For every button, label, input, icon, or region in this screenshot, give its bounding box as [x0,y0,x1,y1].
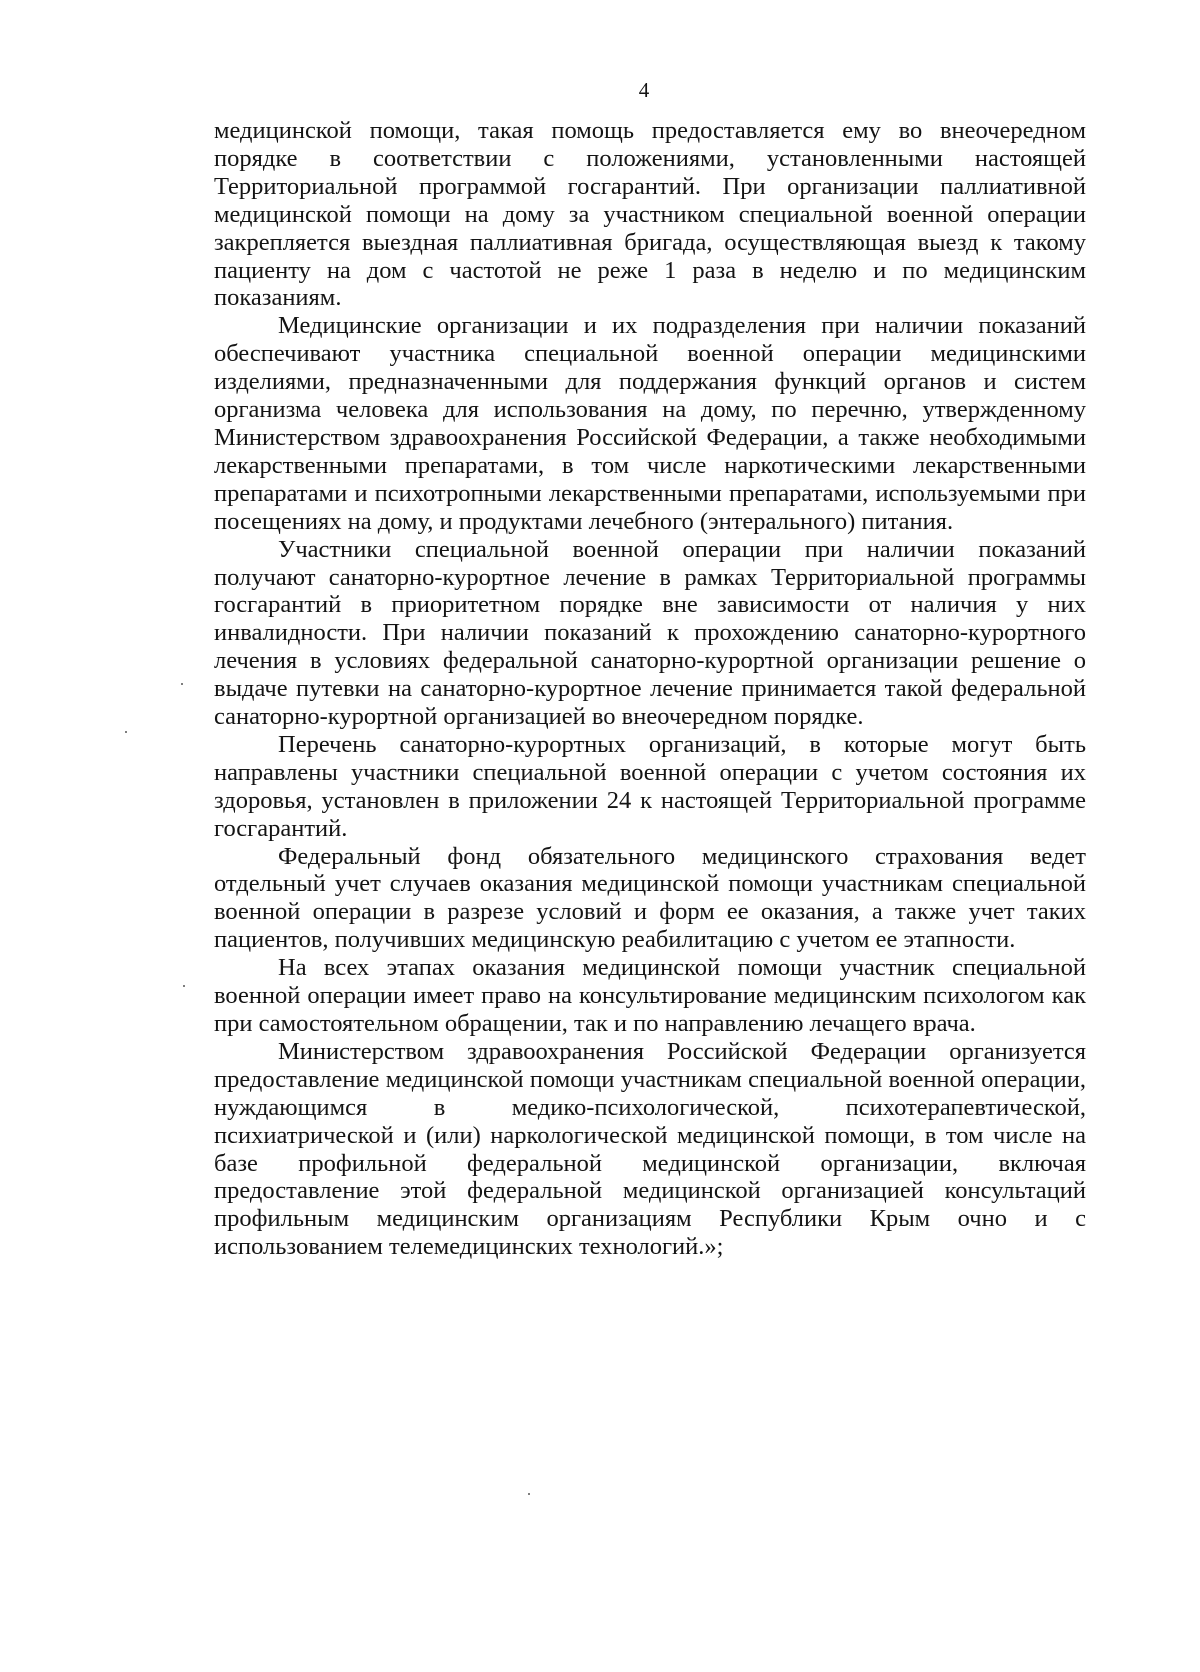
scan-speck [125,731,127,733]
scan-speck [181,683,183,685]
scan-speck [528,1493,530,1495]
paragraph-psychologist: На всех этапах оказания медицинской помощи участник специальной военной операции имеет право на консультирование медицинским психологом как при самостоятельном обращении, так и по направлению лечащего врача. [214,954,1086,1037]
scan-speck [183,985,185,987]
page-number: 4 [638,78,650,102]
document-body [214,117,1086,1261]
paragraph-sanatorium-list: Перечень санаторно-курортных организаций, в которые могут быть направлены участники специальной военной операции с учетом состояния их здоровья, установлен в приложении 24 к настоящей Территориальной программе госгарантий. [214,730,1086,842]
paragraph-insurance-fund: Федеральный фонд обязательного медицинского страхования ведет отдельный учет случаев оказания медицинской помощи участникам специальной военной операции в разрезе условий и форм ее оказания, а также учет таких пациентов, получивших медицинскую реабилитацию с учетом ее этапности. [214,842,1086,954]
paragraph-ministry: Министерством здравоохранения Российской Федерации организуется предоставление медицинской помощи участникам специальной военной операции, нуждающимся в медико-психологической, психотерапевтической, психиатрической и (или) наркологической медицинской помощи, в том числе на базе профильной федеральной медицинской организации, включая предоставление этой федеральной медицинской организацией консультаций профильным медицинским организациям Республики Крым очно и с использованием телемедицинских технологий.»; [214,1037,1086,1261]
paragraph-continuation: медицинской помощи, такая помощь предоставляется ему во внеочередном порядке в соответствии с положениями, установленными настоящей Территориальной программой госгарантий. При организации паллиативной медицинской помощи на дому за участником специальной военной операции закрепляется выездная паллиативная бригада, осуществляющая выезд к такому пациенту на дом с частотой не реже 1 раза в неделю и по медицинским показаниям. [214,117,1086,312]
paragraph-sanatorium-treatment: Участники специальной военной операции при наличии показаний получают санаторно-курортное лечение в рамках Территориальной программы госгарантий в приоритетном порядке вне зависимости от наличия у них инвалидности. При наличии показаний к прохождению санаторно-курортного лечения в условиях федеральной санаторно-курортной организации решение о выдаче путевки на санаторно-курортное лечение принимается такой федеральной санаторно-курортной организацией во внеочередном порядке. [214,535,1086,731]
paragraph-medical-devices: Медицинские организации и их подразделения при наличии показаний обеспечивают участника специальной военной операции медицинскими изделиями, предназначенными для поддержания функций органов и систем организма человека для использования на дому, по перечню, утвержденному Министерством здравоохранения Российской Федерации, а также необходимыми лекарственными препаратами, в том числе наркотическими лекарственными препаратами и психотропными лекарственными препаратами, используемыми при посещениях на дому, и продуктами лечебного (энтерального) питания. [214,312,1086,535]
